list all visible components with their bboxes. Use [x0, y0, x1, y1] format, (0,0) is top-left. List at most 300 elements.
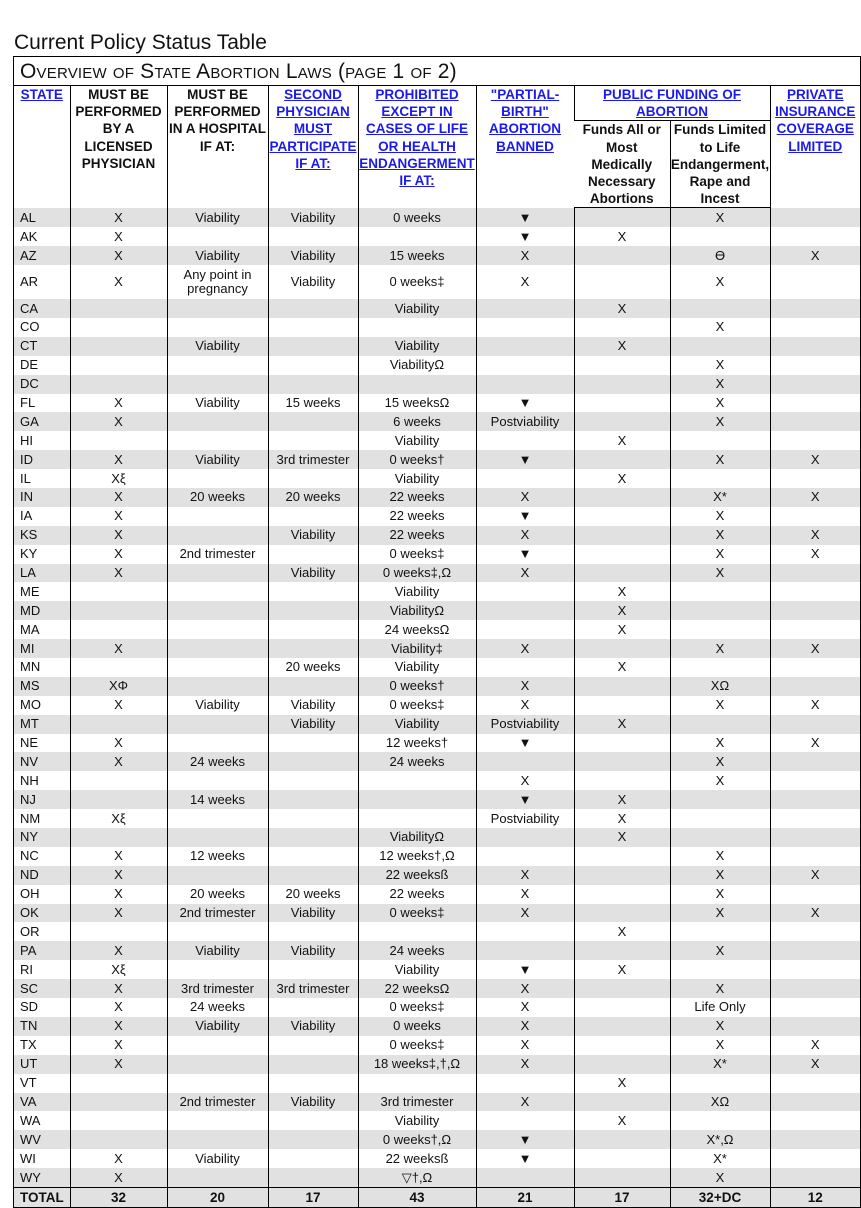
table-cell: 20 weeks [167, 885, 268, 904]
table-cell: X* [670, 1149, 770, 1168]
table-cell: 18 weeks‡,†,Ω [358, 1055, 476, 1074]
total-cell: 32+DC [670, 1187, 770, 1207]
table-cell: X [770, 734, 860, 753]
table-cell [268, 227, 358, 246]
table-row [14, 734, 860, 753]
table-cell: X [670, 847, 770, 866]
table-cell [358, 1074, 476, 1093]
table-cell: Postviability [476, 412, 574, 431]
table-cell [70, 601, 167, 620]
table-cell: 12 weeks [167, 847, 268, 866]
state-code: CA [14, 299, 70, 318]
table-cell [167, 639, 268, 658]
table-row [14, 1130, 860, 1149]
table-cell [670, 922, 770, 941]
table-cell [70, 790, 167, 809]
table-cell [476, 658, 574, 677]
table-cell: Viability [167, 246, 268, 265]
table-cell: X [476, 998, 574, 1017]
table-cell: X [70, 412, 167, 431]
table-cell [268, 771, 358, 790]
table-cell: X [670, 771, 770, 790]
table-cell [770, 922, 860, 941]
table-cell: Viability [167, 1017, 268, 1036]
table-cell: X [574, 790, 670, 809]
table-row [14, 1017, 860, 1036]
table-cell [670, 828, 770, 847]
state-code: OH [20, 886, 40, 902]
state-code: UT [14, 1055, 70, 1074]
table-cell [167, 1055, 268, 1074]
table-cell [770, 847, 860, 866]
header-partial-birth[interactable]: "PARTIAL-BIRTH" ABORTION BANNED [476, 86, 574, 208]
table-cell [70, 299, 167, 318]
table-cell [70, 1130, 167, 1149]
table-cell [476, 1074, 574, 1093]
table-cell: X [70, 998, 167, 1017]
table-cell [476, 356, 574, 375]
state-code: SC [14, 979, 70, 998]
table-cell: X [574, 1074, 670, 1093]
state-laws-table [14, 86, 860, 1207]
table-cell [770, 375, 860, 394]
table-cell: X [70, 1036, 167, 1055]
table-cell: X [670, 412, 770, 431]
table-cell [770, 356, 860, 375]
table-cell: X [70, 941, 167, 960]
table-cell [268, 998, 358, 1017]
table-cell: X [770, 526, 860, 545]
table-cell [268, 545, 358, 564]
table-cell: 6 weeks [358, 412, 476, 431]
table-cell: X [574, 337, 670, 356]
table-cell: Viability [358, 715, 476, 734]
table-cell [574, 356, 670, 375]
table-cell: 15 weeksΩ [358, 394, 476, 413]
table-cell: 3rd trimester [268, 450, 358, 469]
table-cell [770, 1017, 860, 1036]
table-cell [167, 582, 268, 601]
table-cell: X [670, 866, 770, 885]
table-cell: X [770, 488, 860, 507]
table-cell: XΩ [670, 1093, 770, 1112]
table-cell: Viability [358, 960, 476, 979]
table-row [14, 375, 860, 394]
table-cell [574, 998, 670, 1017]
table-cell: X [670, 696, 770, 715]
table-row [14, 1055, 860, 1074]
state-code: NC [20, 848, 39, 864]
state-code: MT [14, 715, 70, 734]
table-cell: X [70, 507, 167, 526]
table-cell [574, 526, 670, 545]
table-cell: X [574, 828, 670, 847]
state-code: AK [20, 228, 38, 244]
table-cell: ▼ [476, 208, 574, 227]
state-code: RI [20, 961, 33, 977]
table-cell: Any point in pregnancy [167, 265, 268, 299]
header-state[interactable]: STATE [20, 87, 63, 102]
state-code: NH [20, 772, 39, 788]
table-cell: Viability [268, 265, 358, 299]
table-cell [167, 866, 268, 885]
table-cell [670, 227, 770, 246]
state-code: SD [20, 999, 39, 1015]
table-cell: 3rd trimester [358, 1093, 476, 1112]
table-cell [574, 639, 670, 658]
table-cell [770, 790, 860, 809]
table-cell [70, 1093, 167, 1112]
table-cell: 0 weeks‡ [358, 696, 476, 715]
table-cell [268, 620, 358, 639]
table-row [14, 299, 860, 318]
state-code: ID [14, 450, 70, 469]
table-cell [167, 715, 268, 734]
table-cell [574, 979, 670, 998]
table-cell [167, 564, 268, 583]
table-cell [670, 620, 770, 639]
table-row [14, 922, 860, 941]
table-cell: Viability [268, 715, 358, 734]
table-cell [167, 809, 268, 828]
table-cell: X [70, 696, 167, 715]
table-cell: ▼ [476, 790, 574, 809]
table-cell: Viability [358, 469, 476, 488]
table-cell [268, 507, 358, 526]
table-cell [167, 771, 268, 790]
table-cell [770, 1168, 860, 1187]
table-row [14, 790, 860, 809]
table-row [14, 904, 860, 923]
table-cell [70, 337, 167, 356]
state-code: VT [20, 1075, 37, 1091]
table-cell: ▼ [476, 960, 574, 979]
table-cell: X [574, 809, 670, 828]
table-cell [268, 1055, 358, 1074]
table-cell [770, 394, 860, 413]
table-cell: 20 weeks [268, 885, 358, 904]
state-code: IL [20, 470, 31, 486]
table-cell: 22 weeks [358, 885, 476, 904]
table-cell: X [770, 866, 860, 885]
table-cell: Viability [167, 450, 268, 469]
table-cell [70, 620, 167, 639]
table-cell: 22 weeksΩ [358, 979, 476, 998]
table-cell [167, 960, 268, 979]
table-cell: 0 weeks† [358, 677, 476, 696]
header-private-insurance[interactable]: PRIVATE INSURANCE COVERAGE LIMITED [770, 86, 860, 208]
table-row [14, 582, 860, 601]
table-cell: X [476, 885, 574, 904]
table-cell: X [70, 1055, 167, 1074]
table-cell [574, 488, 670, 507]
table-cell [574, 866, 670, 885]
table-cell: X [670, 318, 770, 337]
table-cell: X [476, 771, 574, 790]
table-cell: ViabilityΩ [358, 828, 476, 847]
state-code: CO [20, 319, 40, 335]
table-cell: X [476, 677, 574, 696]
table-cell: X [70, 394, 167, 413]
table-cell [358, 318, 476, 337]
table-cell [476, 469, 574, 488]
state-code: WI [20, 1150, 36, 1166]
table-cell [268, 639, 358, 658]
table-cell: 22 weeks [358, 526, 476, 545]
table-cell [268, 582, 358, 601]
table-cell [770, 620, 860, 639]
table-cell: 0 weeks‡ [358, 265, 476, 299]
table-row [14, 394, 860, 413]
state-code: NM [20, 810, 41, 826]
table-row [14, 998, 860, 1017]
table-row [14, 885, 860, 904]
table-cell: X [70, 866, 167, 885]
table-row [14, 828, 860, 847]
table-cell [476, 601, 574, 620]
table-row [14, 356, 860, 375]
table-cell [70, 1074, 167, 1093]
table-cell [358, 771, 476, 790]
table-cell: X [70, 246, 167, 265]
table-cell: 14 weeks [167, 790, 268, 809]
table-cell [476, 1168, 574, 1187]
state-code: CT [14, 337, 70, 356]
table-cell [770, 1074, 860, 1093]
table-cell: X*,Ω [670, 1130, 770, 1149]
table-cell: X [70, 1149, 167, 1168]
table-cell: ▼ [476, 507, 574, 526]
table-cell [770, 715, 860, 734]
table-cell: 0 weeks‡ [358, 904, 476, 923]
table-cell: Viability [358, 299, 476, 318]
table-cell: X [770, 1036, 860, 1055]
table-cell: 20 weeks [268, 658, 358, 677]
table-cell [167, 299, 268, 318]
table-cell [476, 828, 574, 847]
table-cell: X [70, 564, 167, 583]
table-cell: X [70, 1168, 167, 1187]
table-cell: 0 weeks†,Ω [358, 1130, 476, 1149]
table-cell: ▼ [476, 545, 574, 564]
table-row [14, 337, 860, 356]
table-cell [574, 1093, 670, 1112]
table-cell: Viability [268, 1093, 358, 1112]
table-cell [770, 1093, 860, 1112]
table-cell [574, 412, 670, 431]
table-cell: X [476, 979, 574, 998]
table-cell [167, 1111, 268, 1130]
state-code: TX [20, 1037, 37, 1053]
table-cell: 24 weeks [358, 941, 476, 960]
state-code: WV [14, 1130, 70, 1149]
table-cell [476, 337, 574, 356]
table-cell [574, 677, 670, 696]
table-cell: X [574, 922, 670, 941]
table-cell [770, 265, 860, 299]
table-cell [268, 1036, 358, 1055]
table-cell: X [670, 1168, 770, 1187]
table-cell: X [670, 356, 770, 375]
table-cell: Postviability [476, 809, 574, 828]
table-cell: 2nd trimester [167, 904, 268, 923]
table-cell [167, 431, 268, 450]
table-cell [167, 734, 268, 753]
table-cell: X [70, 450, 167, 469]
table-cell: 0 weeks‡ [358, 1036, 476, 1055]
state-code: VA [14, 1093, 70, 1112]
table-cell: X [574, 469, 670, 488]
table-cell [268, 337, 358, 356]
policy-table-frame [13, 56, 861, 1208]
table-cell [70, 715, 167, 734]
table-cell: X [70, 265, 167, 299]
table-cell [574, 318, 670, 337]
table-cell [574, 375, 670, 394]
table-cell [167, 227, 268, 246]
table-cell: XΩ [670, 677, 770, 696]
table-cell: 15 weeks [268, 394, 358, 413]
table-cell [670, 658, 770, 677]
table-cell: X [70, 847, 167, 866]
table-cell [476, 1111, 574, 1130]
table-row [14, 658, 860, 677]
table-cell: X [70, 904, 167, 923]
table-cell: X [670, 450, 770, 469]
table-cell: X [574, 227, 670, 246]
table-cell: 0 weeks† [358, 450, 476, 469]
table-row [14, 620, 860, 639]
table-cell: X [70, 1017, 167, 1036]
table-cell [770, 960, 860, 979]
table-cell [70, 1111, 167, 1130]
table-cell [268, 318, 358, 337]
table-cell [770, 412, 860, 431]
state-code: OK [14, 904, 70, 923]
total-cell: 32 [70, 1187, 167, 1207]
table-cell [70, 356, 167, 375]
table-cell: Viability [167, 1149, 268, 1168]
table-cell [167, 526, 268, 545]
table-row [14, 1168, 860, 1187]
table-cell: X [476, 564, 574, 583]
table-cell: 2nd trimester [167, 1093, 268, 1112]
table-cell [770, 677, 860, 696]
table-cell [167, 375, 268, 394]
table-cell: X [670, 507, 770, 526]
table-cell: Viability [268, 208, 358, 227]
table-cell [167, 412, 268, 431]
table-cell [574, 246, 670, 265]
table-cell: X* [670, 1055, 770, 1074]
table-cell: Life Only [670, 998, 770, 1017]
table-cell: Postviability [476, 715, 574, 734]
table-row [14, 601, 860, 620]
table-cell [268, 356, 358, 375]
table-cell [574, 847, 670, 866]
table-cell: X [670, 394, 770, 413]
table-cell: X [670, 1017, 770, 1036]
table-cell: Viability [358, 582, 476, 601]
table-cell: 22 weeksß [358, 1149, 476, 1168]
table-cell [770, 227, 860, 246]
table-cell [167, 356, 268, 375]
table-cell [770, 658, 860, 677]
table-cell: Viability [358, 337, 476, 356]
state-code: MD [14, 601, 70, 620]
table-cell: X [476, 246, 574, 265]
table-cell: X [670, 545, 770, 564]
table-cell: X [670, 208, 770, 227]
table-cell: Viability [167, 337, 268, 356]
table-cell: XΦ [70, 677, 167, 696]
table-cell: X [670, 639, 770, 658]
table-cell [70, 771, 167, 790]
header-public-funding[interactable]: PUBLIC FUNDING OF ABORTION [574, 86, 770, 121]
table-cell: 2nd trimester [167, 545, 268, 564]
state-code: KS [14, 526, 70, 545]
table-cell [670, 960, 770, 979]
table-cell: Viability [268, 696, 358, 715]
state-code: AR [20, 274, 39, 290]
header-prohibited[interactable]: PROHIBITED EXCEPT IN CASES OF LIFE OR HEALTH ENDANGERMENT IF AT: [358, 86, 476, 208]
table-cell: ϴ [670, 246, 770, 265]
table-cell [167, 1130, 268, 1149]
table-row [14, 488, 860, 507]
table-cell: X [70, 639, 167, 658]
table-cell: X [70, 488, 167, 507]
table-cell: 22 weeksß [358, 866, 476, 885]
table-cell: X [574, 299, 670, 318]
table-cell [770, 318, 860, 337]
state-code: IA [20, 508, 33, 524]
table-cell [670, 431, 770, 450]
table-cell [476, 582, 574, 601]
table-cell: Viability [268, 246, 358, 265]
state-code: FL [20, 394, 36, 410]
table-cell [574, 1036, 670, 1055]
table-row [14, 450, 860, 469]
table-cell: Viability [268, 904, 358, 923]
total-cell: 43 [358, 1187, 476, 1207]
table-cell [574, 904, 670, 923]
table-row [14, 431, 860, 450]
table-cell [574, 450, 670, 469]
state-code: OR [20, 923, 40, 939]
table-cell: X [670, 734, 770, 753]
table-row [14, 771, 860, 790]
table-cell: Viability [167, 394, 268, 413]
table-cell: X [476, 866, 574, 885]
state-code: NE [20, 735, 39, 751]
state-code: WA [20, 1112, 41, 1128]
table-cell [770, 1111, 860, 1130]
state-code: PA [14, 941, 70, 960]
table-cell [268, 677, 358, 696]
state-code: MI [14, 639, 70, 658]
table-cell [670, 790, 770, 809]
table-cell: 3rd trimester [268, 979, 358, 998]
table-cell [268, 752, 358, 771]
table-cell: 22 weeks [358, 507, 476, 526]
table-cell: X [476, 488, 574, 507]
header-second-physician[interactable]: SECOND PHYSICIAN MUST PARTICIPATE IF AT: [268, 86, 358, 208]
table-cell: 12 weeks† [358, 734, 476, 753]
table-cell: Viability‡ [358, 639, 476, 658]
table-cell [268, 1130, 358, 1149]
table-cell: X [670, 265, 770, 299]
table-cell: 12 weeks†,Ω [358, 847, 476, 866]
